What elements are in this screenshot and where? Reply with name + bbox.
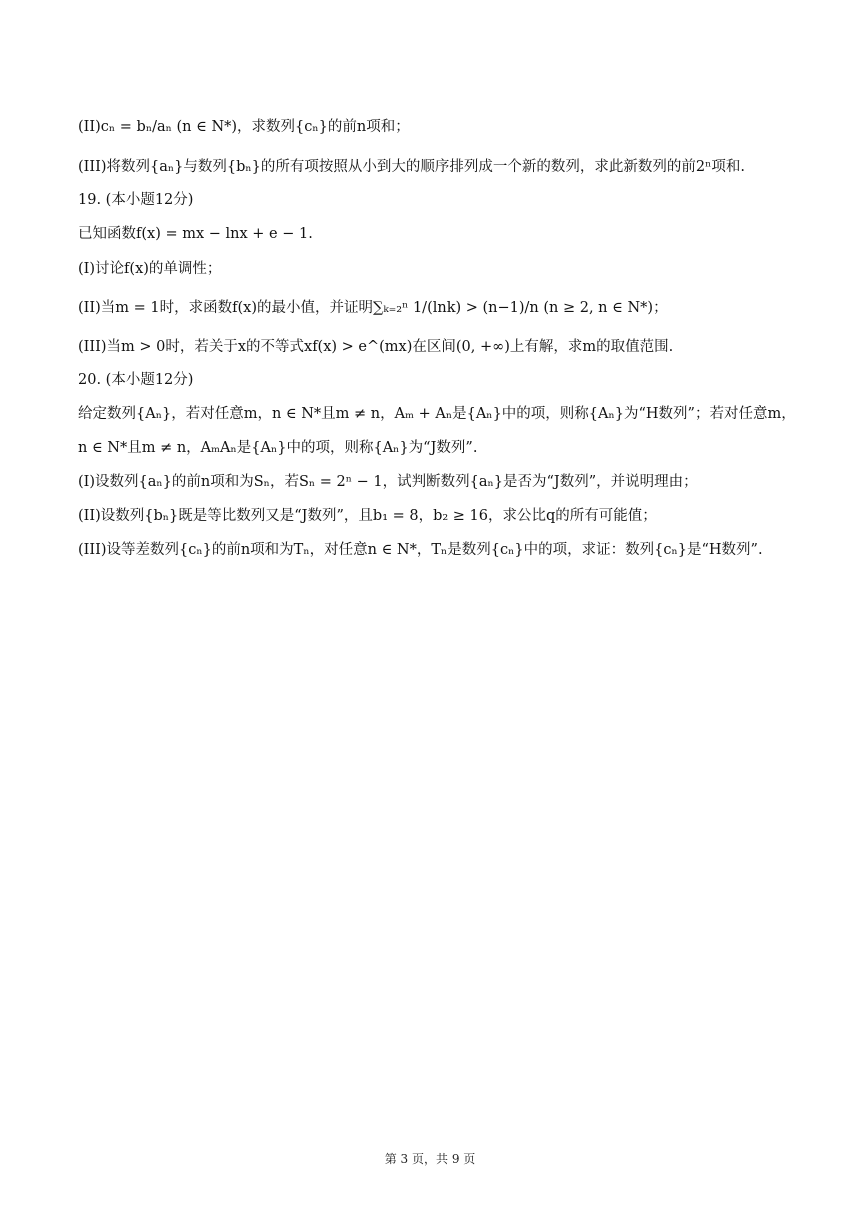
problem-18-part-2: (II)cₙ = bₙ/aₙ (n ∈ N*)，求数列{cₙ}的前n项和； [78,119,410,135]
problem-20-heading: 20. (本小题12分) [78,372,194,388]
problem-20-part-1: (I)设数列{aₙ}的前n项和为Sₙ，若Sₙ = 2ⁿ − 1，试判断数列{aₙ}是否为“J数列”，并说明理由； [78,474,698,490]
problem-19-part-1: (I)讨论f(x)的单调性； [78,261,222,277]
problem-20-statement-line-2: n ∈ N*且m ≠ n，AₘAₙ是{Aₙ}中的项，则称{Aₙ}为“J数列”. [78,440,478,456]
problem-20-statement-line-1: 给定数列{Aₙ}，若对任意m，n ∈ N*且m ≠ n，Aₘ + Aₙ是{Aₙ}中的项，则称{Aₙ}为“H数列”；若对任意m， [78,406,796,422]
problem-20-part-2: (II)设数列{bₙ}既是等比数列又是“J数列”，且b₁ = 8，b₂ ≥ 16，求公比q的所有可能值； [78,508,657,524]
page-footer: 第 3 页，共 9 页 [384,1152,476,1166]
problem-19-part-2: (II)当m = 1时，求函数f(x)的最小值，并证明∑ₖ₌₂ⁿ 1/(lnk) > (n−1)/n (n ≥ 2, n ∈ N*)； [78,300,668,316]
problem-20-part-3: (III)设等差数列{cₙ}的前n项和为Tₙ，对任意n ∈ N*，Tₙ是数列{cₙ}中的项，求证：数列{cₙ}是“H数列”. [78,542,763,558]
problem-18-part-3: (III)将数列{aₙ}与数列{bₙ}的所有项按照从小到大的顺序排列成一个新的数列，求此新数列的前2ⁿ项和. [78,159,745,175]
problem-19-part-3: (III)当m > 0时，若关于x的不等式xf(x) > e^(mx)在区间(0, +∞)上有解，求m的取值范围. [78,339,674,355]
problem-19-statement: 已知函数f(x) = mx − lnx + e − 1. [78,226,313,242]
problem-19-heading: 19. (本小题12分) [78,192,194,208]
